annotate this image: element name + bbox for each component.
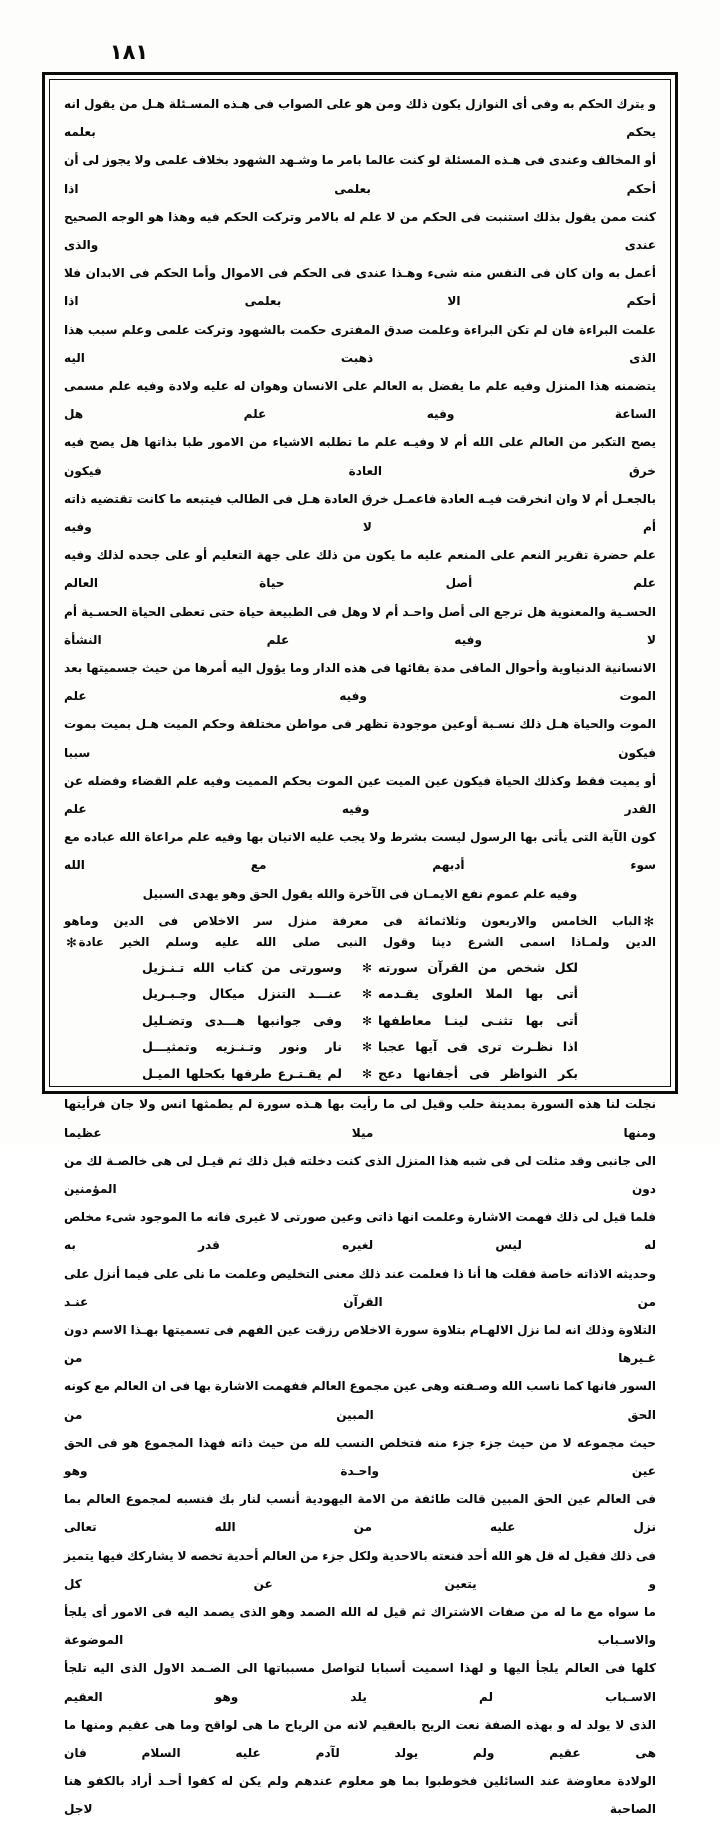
- text-line: الانسانية الدنياوية وأحوال المافى مدة بقائها فى هذه الدار وما يؤول اليه أمرها من حيث جسميتها بعد الموت وفيه علم: [64, 661, 656, 704]
- poem-line: [64, 1008, 656, 1035]
- poem-hemistich-right: لكل شخص من القرآن سورته: [378, 959, 578, 975]
- poem-hemistich-left: وسورتى من كتاب الله تـنـزيل: [142, 959, 342, 975]
- poem-hemistich-left: لم يقـتـرع طرفها بكحلها الميـل: [142, 1065, 342, 1081]
- text-line: ما سواه مع ما له من صفات الاشتراك ثم قيل له الله الصمد وهو الذى يصمد اليه فى الامور أى يلجأ والاسـباب الموضوعة: [64, 1605, 656, 1648]
- poem-hemistich-left: وفى جوانبها هـــدى وتضـليل: [142, 1012, 342, 1028]
- text-line: التلاوة وذلك انه لما نزل الالهـام بتلاوة سورة الاخلاص رزقت عين الفهم فى تسميتها بهـذا الاسم دون غـيرها من: [64, 1323, 656, 1366]
- star-separator-icon: ✻: [361, 1066, 372, 1081]
- poem-hemistich-right: اذا نظـرت ترى فى آيها عجبا: [378, 1039, 578, 1055]
- text-line: أعمل به وان كان فى النفس منه شىء وهـذا عندى فى الحكم فى الاموال وأما الحكم فى الابدان فلا أحكم الا بعلمى اذا: [64, 266, 656, 309]
- text-line: الولادة معاوضة عند السائلين فخوطبوا بما هو معلوم عندهم ولم يكن له كفوا أحـد أراد بالكفو هنا الصاحبة لاجل: [64, 1774, 656, 1817]
- text-line: يتضمنه هذا المنزل وفيه علم ما يفضل به العالم على الانسان وهوان له عليه ولادة وفيه علم مسمى الساعة وفيه علم هل: [64, 379, 656, 422]
- text-line: الذى لا يولد له و بهذه الصفة نعت الريح بالعقيم لانه من الرياح ما هى لواقح وما هى عقيم ومنها ما هى عقيم ولم يولد لآدم عليه السلام فان: [64, 1717, 656, 1761]
- text-line: وحديثه الاذاته خاصة فقلت ها أنا ذا فعلمت عند ذلك معنى التخليص وعلمت ما نلى على فيما أنزل على من القرآن عنـد: [64, 1266, 656, 1309]
- star-separator-icon: ✻: [361, 1013, 372, 1028]
- text-line: علم حضرة تقرير النعم على المنعم عليه ما يكون من ذلك على جهة التعليم أو على جحده لذلك وفيه علم أصل حياة العالم: [64, 548, 656, 591]
- text-line: كنت ممن يقول بذلك استنبت فى الحكم من لا علم له بالامر وتركت الحكم فيه وهذا هو الوجه الصحيح عندى والذى: [64, 209, 656, 253]
- text-line: الموت والحياة هـل ذلك نسـبة أوعين موجودة تظهر فى مواطن مختلفة وحكم الميت هـل بميت بموت فيكون سببا: [64, 717, 656, 760]
- poem-hemistich-right: أتى بها الملا العلوى يقـدمه: [378, 986, 578, 1002]
- chapter-heading: [64, 911, 656, 953]
- poem-hemistich-right: أتى بها تثنـى لينـا معاطفها: [378, 1012, 578, 1028]
- poem-hemistich-left: نار ونور وتـنـزيه وتمثيـــل: [142, 1039, 342, 1055]
- text-line: وفيه علم عموم نفع الايمـان فى الآخرة والله يقول الحق وهو يهدى السبيل: [142, 886, 578, 901]
- star-separator-icon: ✻: [361, 987, 372, 1002]
- star-separator-icon: ✻: [361, 960, 372, 975]
- text-line: علمت البراءة فان لم تكن البراءة وعلمت صدق المفترى حكمت بالشهود وتركت علمى وعلم سبب هذا الذى ذهبت اليه: [64, 322, 656, 365]
- text-line: فى ذلك فقيل له قل هو الله أحد فنعته بالاحدية ولكل جزء من العالم أحدية تخصه لا يشاركك فيها يتميز و يتعين عن كل: [64, 1548, 656, 1591]
- chapter-heading-line-2: [64, 932, 656, 953]
- text-line: الى جانبى وقد مثلت لى فى شبه هذا المنزل الذى كنت دخلته قبل ذلك ثم قيـل لى هى خالصـة لك من دون المؤمنين: [64, 1153, 656, 1196]
- star-ornament-icon: ✻: [66, 935, 77, 951]
- text-line: أو يميت فقط وكذلك الحياة فيكون عين الميت عين الموت بحكم المميت وفيه علم القضاء وفضله عن القدر وفيه علم: [64, 773, 656, 817]
- poem-line: [64, 1061, 656, 1088]
- text-line: نجلت لنا هذه السورة بمدينة حلب وقيل لى ما رأيت بها هـذه سورة لم يطمثها انس ولا جان فرأيتها ومنها ميلا عظيما: [64, 1097, 656, 1140]
- prose-section-one: [64, 90, 656, 908]
- text-line: فى العالم عين الحق المبين قالت طائفة من الامة اليهودية أنسب لنار بك فنسبه لمجموع العالم بما نزل عليه من الله تعالى: [64, 1492, 656, 1535]
- text-line: كون الآية التى يأتى بها الرسول ليست بشرط ولا يجب عليه الاتيان بها وفيه علم مراعاة الله عباده مع سوء أدبهم مع الله: [64, 830, 656, 873]
- poem-hemistich-right: بكر النواظر فى أجفانها دعج: [378, 1065, 578, 1081]
- chapter-heading-text-1: الباب الخامس والاربعون وثلاثمائة فى معرفة منزل سر الاخلاص فى الدين وماهو: [64, 913, 642, 928]
- text-line: كلها فى العالم يلجأ اليها و لهذا اسميت أسبابا لتواصل مسبباتها الى الصـمد الاول الذى اليه تلجأ الاسـباب لم يلد وهو العقيم: [64, 1661, 656, 1704]
- poem-line: [64, 1034, 656, 1061]
- chapter-heading-text-2: الدين ولمـاذا اسمى الشرع دينا وقول النبى صلى الله عليه وسلم الخير عادة: [78, 934, 656, 949]
- text-line: الحسـية والمعنوية هل ترجع الى أصل واحـد أم لا وهل فى الطبيعة حياة حتى تعطى الحياة الحسـية أم لا وفيه علم النشأة: [64, 604, 656, 647]
- text-line: فلما قيل لى ذلك فهمت الاشارة وعلمت انها ذاتى وعين صورتى لا غيرى فانه ما الموجود شىء مخلص له ليس لغيره قدر به: [64, 1210, 656, 1253]
- poem-block: [64, 955, 656, 1088]
- text-line: حيث مجموعه لا من حيث جزء جزء منه فتخلص النسب لله من حيث ذاته فهذا المجموع هو فى الحق عين واحـدة وهو: [64, 1435, 656, 1479]
- poem-hemistich-left: عنـــد التنزل ميكال وجـبـريل: [142, 986, 342, 1002]
- page-text-block: [52, 82, 668, 1817]
- star-separator-icon: ✻: [361, 1040, 372, 1055]
- text-line: السور فانها كما ناسب الله وصـفته وهى عين مجموع العالم ففهمت الاشارة بها فى ان العالم مع كونه الحق المبين من: [64, 1379, 656, 1422]
- star-ornament-icon: ✻: [643, 914, 654, 930]
- text-line: أو المخالف وعندى فى هـذه المسئلة لو كنت عالما بامر ما وشـهد الشهود بخلاف علمى ولا يجوز لى أن أحكم بعلمى اذا: [64, 153, 656, 196]
- folio-number: ١٨١: [109, 40, 149, 64]
- chapter-heading-line-1: [64, 911, 656, 932]
- text-line: يصح التكبر من العالم على الله أم لا وفيـه علم ما تطلبه الاشياء من الامور طبا بذاتها هل يصح فيه خرق العادة فيكون: [64, 435, 656, 478]
- text-line: بالجعـل أم لا وان انخرقت فيـه العادة فاعمـل خرق العادة هـل فى الطالب فيتبعه ما كانت تقتضيه ذاته أم لا وفيه: [64, 491, 656, 535]
- text-line: و يترك الحكم به وفى أى النوازل يكون ذلك ومن هو على الصواب فى هـذه المسـئلة هـل من يقول انه يحكم بعلمه: [64, 97, 656, 140]
- poem-line: [64, 981, 656, 1008]
- poem-line: [64, 955, 656, 982]
- prose-section-two: [64, 1090, 656, 1823]
